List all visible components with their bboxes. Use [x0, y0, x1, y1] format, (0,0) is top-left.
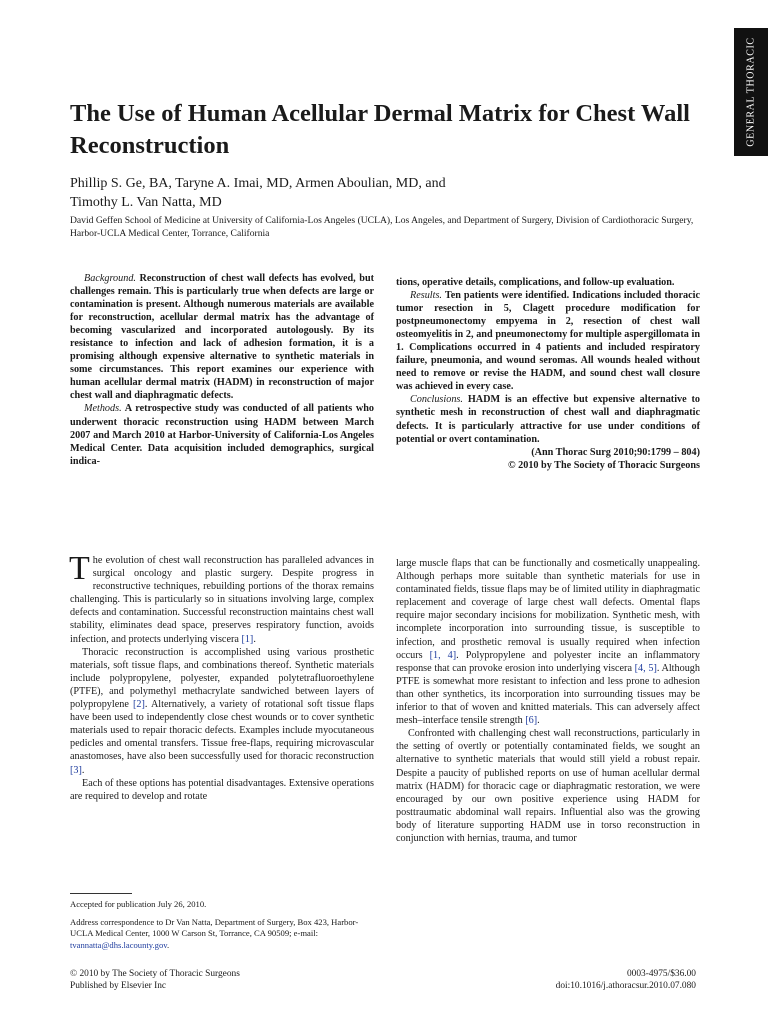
body-paragraph-continued [396, 557, 700, 727]
abstract-copyright: © 2010 by The Society of Thoracic Surgeons [507, 459, 700, 471]
footnote-divider [70, 893, 132, 894]
abstract-right-column [396, 276, 700, 472]
section-tab [734, 28, 768, 156]
body-paragraph-3: Each of these options has potential disadvantages. Extensive operations are required to develop and rotate [70, 777, 374, 802]
conclusions-text: HADM is an effective but expensive alternative to synthetic mesh in reconstruction of chest wall and diaphragmatic defects. It is particularly attractive for use under conditions of potential or overt contamination. [396, 394, 700, 445]
body-text: . Polypropylene and polyester incite an inflammatory response that can provoke erosion into underlying viscera [396, 649, 700, 674]
abstract-results [396, 289, 700, 393]
abstract-methods [70, 402, 374, 467]
body-text: he evolution of chest wall reconstruction has paralleled advances in surgical oncology and plastic surgery. Despite progress in reconstructive techniques, rebuilding portions of the thorax remains challenging. This is particularly so in situations involving large, complex defects and contamination. Successful reconstruction maintains chest wall stability, eliminates dead space, preserves respiratory function, avoids infection, and protects underlying viscera [70, 555, 374, 645]
body-right-column [396, 557, 700, 845]
body-paragraph-1 [69, 550, 374, 646]
body-paragraph-2 [70, 646, 374, 777]
authors-line-2: Timothy L. Van Natta, MD [70, 195, 222, 210]
body-text: Thoracic reconstruction is accomplished using various prosthetic materials, soft tissue flaps, and combinations thereof. Synthetic materials include polypropylene, polyester, expanded polytetrafluoroethylene (PTFE), and polymethyl methacrylate sandwiched between layers of polypropylene [70, 646, 374, 711]
body-left-column [69, 550, 374, 803]
reference-link[interactable]: [1, 4] [429, 649, 457, 661]
journal-citation: (Ann Thorac Surg 2010;90:1799 – 804) [531, 446, 700, 458]
footer-publisher: Published by Elsevier Inc [70, 981, 167, 992]
footer-copyright: © 2010 by The Society of Thoracic Surgeons [70, 969, 240, 979]
abstract-methods-continued: tions, operative details, complications, and follow-up evaluation. [396, 277, 675, 288]
body-text: . Alternatively, a variety of rotational soft tissue flaps have been used to independently close chest wounds or to cover synthetic materials used to repair thoracic defects. Examples include myocutaneous pedicles and omental transfers. Tissue free-flaps, requiring microvascular anastomoses, have also been successfully used for thoracic reconstruction [70, 699, 374, 763]
abstract-conclusions [396, 393, 700, 445]
body-text: . Although PTFE is somewhat more resistant to infection and less prone to adhesion than other synthetics, its incorporation into surrounding tissues may be inferior to that of woven and knitted materials. This can adversely affect mesh–interface tensile strength [396, 662, 700, 727]
body-text: . [537, 715, 540, 727]
author-list [70, 174, 710, 212]
abstract-left-column [70, 272, 374, 468]
authors-line-1: Phillip S. Ge, BA, Taryne A. Imai, MD, Armen Aboulian, MD, and [70, 176, 446, 191]
results-text: Ten patients were identified. Indications included thoracic tumor resection in 5, Clagett procedure modification for postpneumonectomy empyema in 2, resection of chest wall osteomyelitis in 2, and pneumonectomy for multiple aspergillomata in 1. Complications occurred in 4 patients and included respiratory failure, pneumonia, and wound seromas. All wounds healed without need to remove or revise the HADM, and sound chest wall closure was achieved in every case. [396, 290, 700, 393]
abstract-background [70, 272, 374, 402]
drop-cap: T [69, 550, 90, 587]
reference-link[interactable]: [2] [132, 699, 145, 711]
article-title: The Use of Human Acellular Dermal Matrix for Chest Wall Reconstruction [70, 100, 690, 159]
email-link[interactable]: tvannatta@dhs.lacounty.gov [70, 939, 168, 950]
reference-link[interactable]: [1] [241, 633, 254, 645]
results-label: Results. [410, 290, 442, 302]
affiliation: David Geffen School of Medicine at University of California-Los Angeles (UCLA), Los Angeles, and Department of Surgery, Division of Cardiothoracic Surgery, Harbor-UCLA Medical Center, Torrance, California [70, 215, 694, 239]
page-footer-left [70, 968, 240, 992]
page-footer-right [556, 968, 696, 992]
body-text: . [81, 764, 85, 776]
footnote-accepted: Accepted for publication July 26, 2010. [70, 899, 207, 909]
footer-issn: 0003-4975/$36.00 [626, 969, 696, 979]
conclusions-label: Conclusions. [410, 394, 463, 406]
methods-text: A retrospective study was conducted of all patients who underwent thoracic reconstruction using HADM between March 2007 and March 2010 at Harbor-University of California-Los Angeles Medical Center. Data acquisition included demographics, surgical indica- [70, 403, 374, 467]
correspondence-text: Address correspondence to Dr Van Natta, Department of Surgery, Box 423, Harbor-UCLA Medical Center, 1000 W Carson St, Torrance, CA 90509; e-mail: [70, 917, 359, 939]
methods-label: Methods. [84, 403, 122, 415]
body-text: large muscle flaps that can be functionally and cosmetically unappealing. Although perhaps more suitable than synthetic materials for use in contaminated fields, tissue flaps may be of limited utility in diaphragmatic replacement and coverage of large chest wall defects. Omental flaps require major secondary incisions for mobilization. Synthetic mesh, with incomplete incorporation into surrounding tissue, is susceptible to infection, and prosthetic removal is usually required when infection occurs [396, 558, 700, 661]
footer-doi[interactable]: doi:10.1016/j.athoracsur.2010.07.080 [555, 981, 696, 992]
footnote-correspondence [70, 917, 374, 951]
background-label: Background. [84, 273, 136, 284]
body-paragraph-4: Confronted with challenging chest wall reconstructions, particularly in the setting of overtly or potentially contaminated fields, we sought an alternative to synthetic materials that would still yield a robust repair. Despite a paucity of published reports on use of human acellular dermal matrix (HADM) for thoracic cage or diaphragmatic restoration, we were encouraged by our own positive experience using HADM for posttraumatic abdominal wall repairs. Influential also was the growing body of literature supporting HADM use in torso reconstruction in conjunction with hernias, trauma, and tumor [396, 728, 700, 844]
reference-link[interactable]: [4, 5] [634, 662, 657, 674]
body-text: . [253, 633, 256, 645]
background-text: Reconstruction of chest wall defects has evolved, but challenges remain. This is particularly true when defects are large or contamination is present. Although numerous materials are available for reconstruction, acellular dermal matrix has the advantage of becoming vascularized and incorporated autologously. By its resistance to infection and lack of adhesion formation, it is a promising although expensive alternative to synthetic materials in some circumstances. This report examines our experience with human acellular dermal matrix (HADM) in reconstruction of major chest wall and diaphragmatic defects. [70, 273, 374, 402]
correspondence-end: . [167, 939, 170, 950]
section-tab-label: GENERAL THORACIC [745, 37, 757, 147]
reference-link[interactable]: [3] [70, 764, 82, 776]
reference-link[interactable]: [6] [525, 715, 538, 727]
